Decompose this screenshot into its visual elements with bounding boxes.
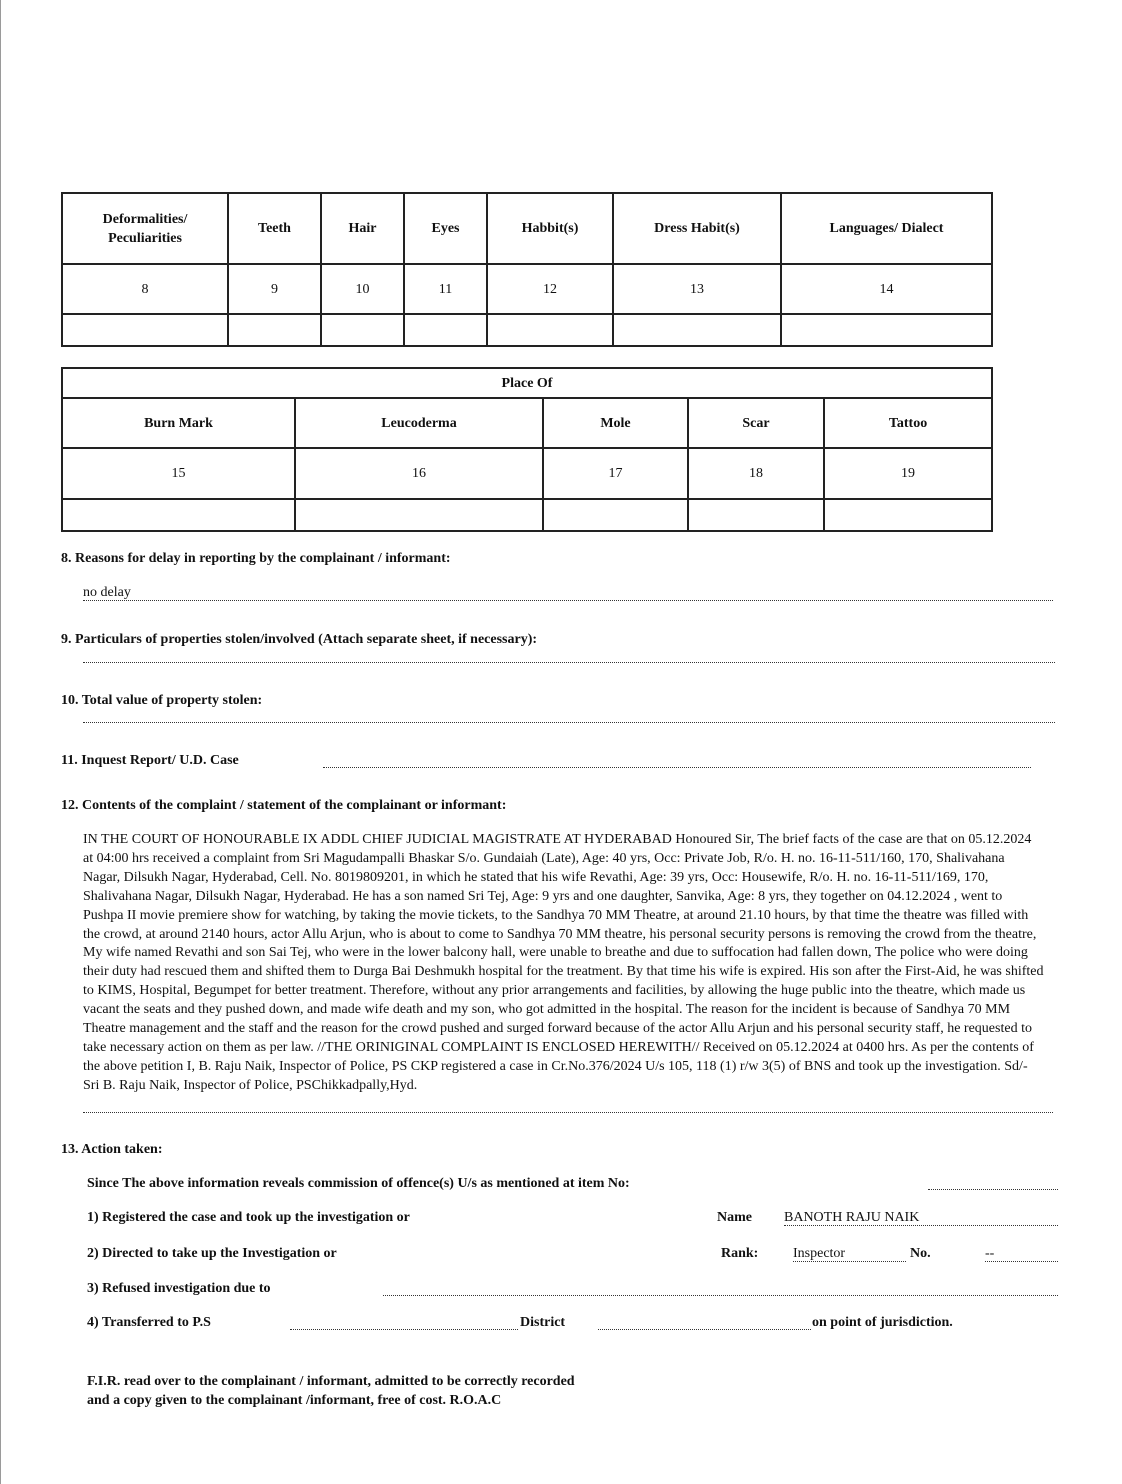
section-8-label: 8. Reasons for delay in reporting by the complainant / informant: — [61, 551, 451, 566]
cell-number: 8 — [62, 264, 228, 314]
rank-value: Inspector — [793, 1246, 846, 1261]
cell-number: 14 — [781, 264, 992, 314]
no-value: -- — [985, 1246, 995, 1261]
table-number-row — [62, 264, 992, 314]
cell-empty — [543, 499, 688, 531]
option-registered: 1) Registered the case and took up the investigation or — [87, 1210, 410, 1225]
complaint-underline — [83, 1112, 1053, 1113]
cell-empty — [824, 499, 992, 531]
cell-number: 18 — [688, 448, 824, 499]
section-9-label: 9. Particulars of properties stolen/involved (Attach separate sheet, if necessary): — [61, 632, 538, 647]
cell-number: 12 — [487, 264, 613, 314]
footer-line-1: F.I.R. read over to the complainant / informant, admitted to be correctly recorded — [87, 1374, 575, 1389]
header-leucoderma: Leucoderma — [295, 398, 543, 448]
delay-value: no delay — [83, 585, 131, 600]
table-header-row — [62, 398, 992, 448]
district-underline — [598, 1329, 811, 1330]
place-of-title: Place Of — [62, 368, 992, 398]
name-label: Name — [717, 1210, 752, 1225]
header-dress-habits: Dress Habit(s) — [613, 193, 781, 264]
cell-empty — [295, 499, 543, 531]
section-11-label: 11. Inquest Report/ U.D. Case — [61, 753, 239, 768]
header-eyes: Eyes — [404, 193, 487, 264]
header-hair: Hair — [321, 193, 404, 264]
cell-number: 15 — [62, 448, 295, 499]
cell-empty — [62, 314, 228, 346]
cell-empty — [487, 314, 613, 346]
header-teeth: Teeth — [228, 193, 321, 264]
cell-number: 19 — [824, 448, 992, 499]
action-intro: Since The above information reveals commission of offence(s) U/s as mentioned at item No: — [87, 1176, 630, 1191]
cell-empty — [404, 314, 487, 346]
section-13-label: 13. Action taken: — [61, 1142, 163, 1157]
no-label: No. — [910, 1246, 931, 1261]
page-edge — [0, 0, 1, 1484]
header-scar: Scar — [688, 398, 824, 448]
table-empty-row — [62, 314, 992, 346]
option-transferred: 4) Transferred to P.S — [87, 1315, 211, 1330]
cell-empty — [613, 314, 781, 346]
header-languages: Languages/ Dialect — [781, 193, 992, 264]
inquest-underline — [323, 767, 1031, 768]
cell-empty — [781, 314, 992, 346]
header-mole: Mole — [543, 398, 688, 448]
delay-underline — [83, 600, 1053, 601]
table-header-row — [62, 193, 992, 264]
refused-underline — [383, 1295, 1058, 1296]
header-burn-mark: Burn Mark — [62, 398, 295, 448]
table-title-row — [62, 368, 992, 398]
value-underline — [83, 722, 1055, 723]
ps-underline — [290, 1329, 518, 1330]
section-12-label: 12. Contents of the complaint / statement of the complainant or informant: — [61, 798, 507, 813]
header-habbits: Habbit(s) — [487, 193, 613, 264]
name-underline — [784, 1225, 1058, 1226]
cell-empty — [688, 499, 824, 531]
section-10-label: 10. Total value of property stolen: — [61, 693, 263, 708]
no-underline — [985, 1261, 1058, 1262]
cell-number: 11 — [404, 264, 487, 314]
properties-underline — [83, 662, 1055, 663]
cell-number: 16 — [295, 448, 543, 499]
cell-number: 13 — [613, 264, 781, 314]
header-tattoo: Tattoo — [824, 398, 992, 448]
cell-empty — [228, 314, 321, 346]
footer-line-2: and a copy given to the complainant /informant, free of cost. R.O.A.C — [87, 1393, 502, 1408]
rank-underline — [793, 1261, 906, 1262]
complaint-text: IN THE COURT OF HONOURABLE IX ADDL CHIEF JUDICIAL MAGISTRATE AT HYDERABAD Honoured Sir, The brief facts of the case are that on 05.12.2024 at 04:00 hrs received a complaint from Sri Magudampalli Bhaskar S/o. Gundaiah (Late), Age: 40 yrs, Occ: Private Job, R/o. H. no. 16-11-511/160, 170, Shalivahana Nagar, Dilsukh Nagar, Hyderabad, Cell. No. 8019809201, in which he stated that his wife Revathi, Age: 39 yrs, Occ: Housewife, R/o. H. no. 16-11-511/169, 170, Shalivahana Nagar, Dilsukh Nagar, Hyderabad. He has a son named Sri Tej, Age: 9 yrs and one daughter, Sanvika, Age: 8 yrs, they together on 04.12.2024 , went to Pushpa II movie premiere show for watching, by taking the movie tickets, to the Sandhya 70 MM Theatre, at around 21.10 hours, by that time the theatre was filled with the crowd, at around 2140 hours, actor Allu Arjun, who is about to come to Sandhya 70 MM theatre, his personal security persons is removing the crowd from the theatre, My wife named Revathi and son Sai Tej, who were in the lower balcony hall, were unable to breathe and due to suffocation had fallen down, The police who were doing their duty had rescued them and shifted them to Durga Bai Deshmukh hospital for the treatment. By that time his wife is expired. His son after the First-Aid, he was shifted to KIMS, Hospital, Begumpet for better treatment. Therefore, without any prior arrangements and facilities, by allowing the huge public into the theatre, which made us vacant the seats and they pushed down, and made wife death and my son, who got admitted in the hospital. The reason for the incident is because of Sandhya 70 MM Theatre management and the staff and the reason for the crowd pushed and surged forward because of the actor Allu Arjun and his personal security staff, he requested to take necessary action on them as per law. //THE ORINIGINAL COMPLAINT IS ENCLOSED HEREWITH// Received on 05.12.2024 at 0400 hrs. As per the contents of the above petition I, B. Raju Naik, Inspector of Police, PS CKP registered a case in Cr.No.376/2024 U/s 105, 118 (1) r/w 3(5) of BNS and took up the investigation. Sd/- Sri B. Raju Naik, Inspector of Police, PSChikkadpally,Hyd. — [83, 832, 1044, 1093]
option-refused: 3) Refused investigation due to — [87, 1281, 271, 1296]
cell-empty — [321, 314, 404, 346]
option-directed: 2) Directed to take up the Investigation or — [87, 1246, 337, 1261]
name-value: BANOTH RAJU NAIK — [784, 1210, 920, 1225]
table-number-row — [62, 448, 992, 499]
cell-number: 17 — [543, 448, 688, 499]
identification-marks-table — [61, 367, 993, 532]
table-empty-row — [62, 499, 992, 531]
rank-label: Rank: — [721, 1246, 759, 1261]
cell-number: 9 — [228, 264, 321, 314]
district-label: District — [520, 1315, 566, 1330]
cell-empty — [62, 499, 295, 531]
cell-number: 10 — [321, 264, 404, 314]
item-no-underline — [928, 1189, 1058, 1190]
jurisdiction-label: on point of jurisdiction. — [812, 1315, 953, 1330]
physical-features-table — [61, 192, 993, 347]
header-deformalities: Deformalities/ Peculiarities — [62, 193, 228, 264]
